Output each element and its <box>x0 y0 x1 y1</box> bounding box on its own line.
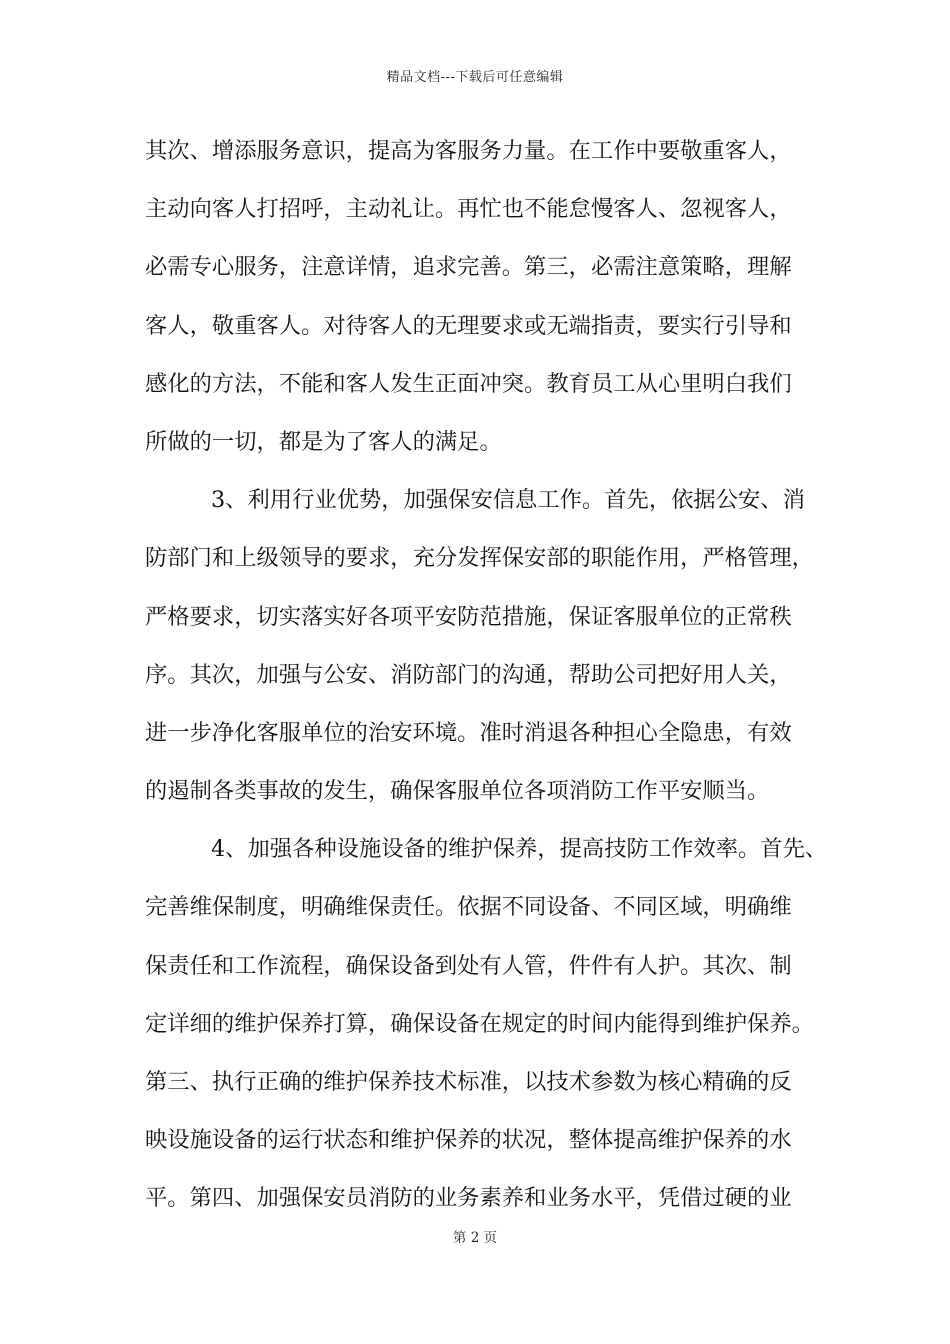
text-line: 定详细的维护保养打算，确保设备在规定的时间内能得到维护保养。 <box>145 1010 814 1037</box>
text-line: 所做的一切，都是为了客人的满足。 <box>145 428 502 455</box>
text-line: 4、加强各种设施设备的维护保养，提高技防工作效率。首先、 <box>211 836 828 863</box>
text-line: 保责任和工作流程，确保设备到处有人管，件件有人护。其次、制 <box>145 952 792 979</box>
text-line: 严格要求，切实落实好各项平安防范措施，保证客服单位的正常秩 <box>145 603 792 630</box>
paragraph <box>145 471 821 820</box>
text-line: 第三、执行正确的维护保养技术标准，以技术参数为核心精确的反 <box>145 1069 792 1095</box>
text-line: 客人，敬重客人。对待客人的无理要求或无端指责，要实行引导和 <box>145 312 792 339</box>
text-line: 主动向客人打招呼，主动礼让。再忙也不能怠慢客人、忽视客人， <box>145 196 792 223</box>
paragraph <box>145 820 828 1227</box>
page-number: 第 2 页 <box>452 1230 498 1246</box>
text-line: 防部门和上级领导的要求，充分发挥保安部的职能作用，严格管理， <box>145 545 814 572</box>
text-line: 必需专心服务，注意详情，追求完善。第三，必需注意策略，理解 <box>145 254 792 281</box>
text-line: 其次、增添服务意识，提高为客服务力量。在工作中要敬重客人， <box>145 138 792 164</box>
text-line: 的遏制各类事故的发生，确保客服单位各项消防工作平安顺当。 <box>145 778 770 805</box>
text-line: 3、利用行业优势，加强保安信息工作。首先，依据公安、消 <box>211 487 805 514</box>
document-body <box>145 122 828 1228</box>
text-line: 完善维保制度，明确维保责任。依据不同设备、不同区域，明确维 <box>145 894 792 921</box>
page-header: 精品文档---下载后可任意编辑 <box>386 70 564 85</box>
text-line: 映设施设备的运行状态和维护保养的状况，整体提高维护保养的水 <box>145 1127 792 1154</box>
text-line: 进一步净化客服单位的治安环境。准时消退各种担心全隐患，有效 <box>145 719 792 746</box>
paragraph <box>145 122 821 471</box>
text-line: 序。其次，加强与公安、消防部门的沟通，帮助公司把好用人关， <box>145 661 792 688</box>
text-line: 感化的方法，不能和客人发生正面冲突。教育员工从心里明白我们 <box>145 370 792 397</box>
text-line: 平。第四、加强保安员消防的业务素养和业务水平，凭借过硬的业 <box>145 1185 792 1212</box>
